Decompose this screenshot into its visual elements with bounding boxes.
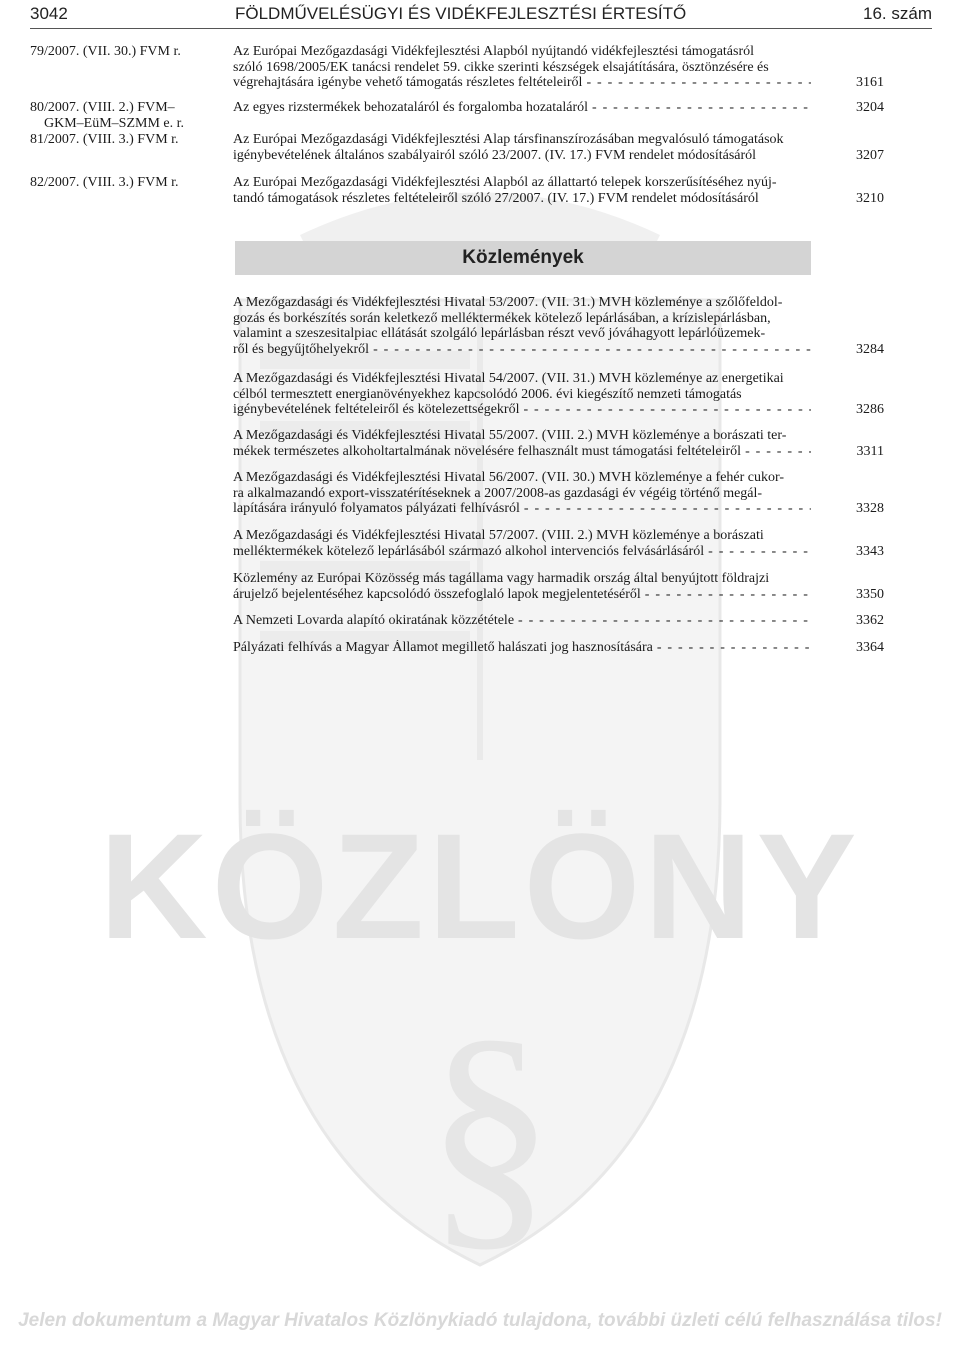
issue-number: 16. szám (863, 4, 932, 23)
regulation-reference: 81/2007. (VIII. 3.) FVM r. (30, 132, 179, 147)
entry-title: A Mezőgazdasági és Vidékfejlesztési Hivatal 53/2007. (VII. 31.) MVH közleménye a szőlőfeldol- gozás és borkészítés során keletkező melléktermékek kötelező lepárlásában, a krízislepárlásban, valamint a szeszesitalpiac ellátását szolgáló lepárlásban részt vevő jóváhagyott lepárlóüzemek- ről és begyűjtőhelyekről - - - (233, 295, 811, 357)
page-reference: 3210 (856, 191, 884, 206)
entry-title: Pályázati felhívás a Magyar Államot megillető halászati jog hasznosítására - - - (233, 640, 811, 656)
entry-title: Az Európai Mezőgazdasági Vidékfejlesztési Alapból nyújtandó vidékfejlesztési támogatásról szóló 1698/2005/EK tanácsi rendelet 59. cikke szerinti készségek elsajátítására, ösztönzésére és végrehajtására igénybe vehető támogatás részletes feltételeiről - - - (233, 44, 811, 91)
entry-title: Közlemény az Európai Közösség más tagállama vagy harmadik ország által benyújtott földrajzi árujelző bejelentéséhez kapcsolódó összefoglaló lapok megjelentetéséről - - - (233, 571, 811, 602)
page-reference: 3284 (856, 342, 884, 357)
entry-title: Az Európai Mezőgazdasági Vidékfejlesztési Alap társfinanszírozásában megvalósuló támogatások igénybevételének általános szabályairól szóló 23/2007. (IV. 17.) FVM rendelet módosításáról (233, 132, 784, 163)
entry-title: A Mezőgazdasági és Vidékfejlesztési Hivatal 55/2007. (VIII. 2.) MVH közleménye a borászati ter- mékek természetes alkoholtartalmának növelésére felhasznált must támogatási feltételeiről - - - (233, 428, 811, 459)
regulation-reference: 79/2007. (VII. 30.) FVM r. (30, 44, 181, 59)
entry-title: Az egyes rizstermékek behozataláról és forgalomba hozataláról - - - (233, 100, 811, 116)
regulation-reference: 82/2007. (VIII. 3.) FVM r. (30, 175, 179, 190)
entry-title: A Nemzeti Lovarda alapító okiratának közzététele - - - (233, 613, 811, 629)
page-reference: 3328 (856, 501, 884, 516)
copyright-footer: Jelen dokumentum a Magyar Hivatalos Közlönykiadó tulajdona, további üzleti célú felhasználása tilos! (18, 1310, 942, 1331)
page-reference: 3204 (856, 100, 884, 115)
section-heading: Közlemények (235, 241, 811, 275)
page-reference: 3343 (856, 544, 884, 559)
page-reference: 3364 (856, 640, 884, 655)
page-reference: 3350 (856, 587, 884, 602)
entry-title: Az Európai Mezőgazdasági Vidékfejlesztési Alapból az állattartó telepek korszerűsítéséhez nyúj- tandó támogatások részletes feltételeiről szóló 27/2007. (IV. 17.) FVM rendelet módosításáról (233, 175, 777, 206)
regulation-reference: 80/2007. (VIII. 2.) FVM– GKM–EüM–SZMM e. r. (30, 100, 185, 131)
page-reference: 3286 (856, 402, 884, 417)
paragraph-symbol-watermark: § (425, 986, 555, 1274)
entry-title: A Mezőgazdasági és Vidékfejlesztési Hivatal 56/2007. (VII. 30.) MVH közleménye a fehér cukor- ra alkalmazandó export-visszatérítéseknek a 2007/2008-as gazdasági év végéig történő megál- lapítására irányuló folyamatos pályázati felhívásról - - - (233, 470, 811, 517)
page-header (30, 0, 932, 29)
page-reference: 3161 (856, 75, 884, 90)
page-reference: 3362 (856, 613, 884, 628)
entry-title: A Mezőgazdasági és Vidékfejlesztési Hivatal 57/2007. (VIII. 2.) MVH közleménye a borászati melléktermékek kötelező lepárlásából származó alkohol intervenciós felvásárlásáról - - - (233, 528, 811, 559)
publication-title: FÖLDMŰVELÉSÜGYI ÉS VIDÉKFEJLESZTÉSI ÉRTESÍTŐ (235, 4, 687, 23)
page-number: 3042 (30, 4, 68, 23)
page-reference: 3207 (856, 148, 884, 163)
page-reference: 3311 (856, 444, 884, 459)
watermark-text: KÖZLÖNY (99, 802, 861, 970)
entry-title: A Mezőgazdasági és Vidékfejlesztési Hivatal 54/2007. (VII. 31.) MVH közleménye az energetikai célból termesztett energianövényekhez kapcsolódó 2006. évi kiegészítő nemzeti támogatás igénybevételének feltételeiről és kötelezettségekről - - - (233, 371, 811, 418)
